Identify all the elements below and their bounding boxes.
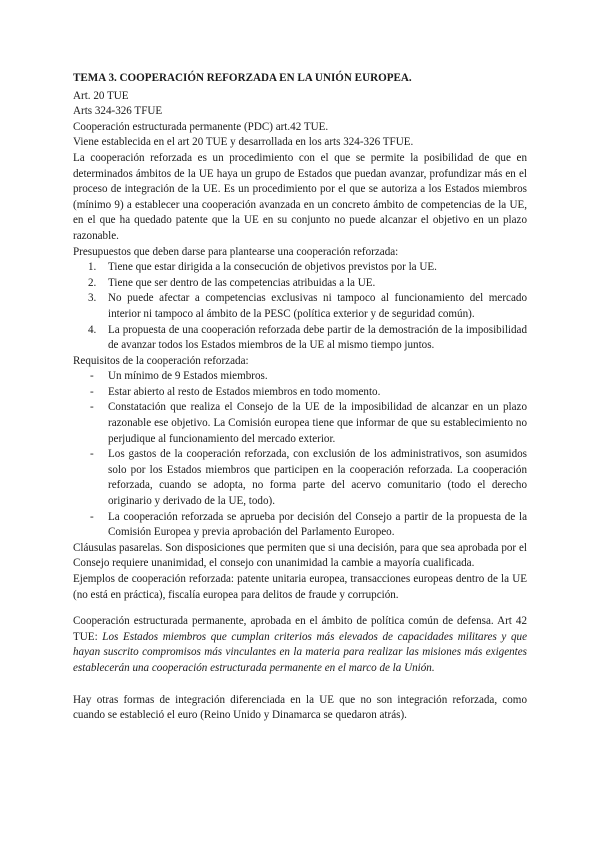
- definition-paragraph: La cooperación reforzada es un procedimiento con el que se permite la posibilidad de que en determinados ámbitos de la UE haya un grupo de Estados que puedan avanzar, profundizar más en el proceso de integración de la UE. Es un procedimiento por el que se autoriza a los Estados miembros (mínimo 9) a establecer una cooperación avanzada en un concreto ámbito de competencias de la UE, en el que ha quedado patente que la UE en su conjunto no puede alcanzar el objetivo en un plazo razonable.: [73, 151, 527, 242]
- requisitos-list: [73, 369, 527, 541]
- list-item: [73, 400, 527, 447]
- list-dash: -: [90, 385, 94, 398]
- list-dash: -: [90, 370, 94, 383]
- list-item-text: No puede afectar a competencias exclusivas ni tampoco al funcionamiento del mercado interior ni tampoco al ámbito de la PESC (política exterior y de seguridad común).: [108, 292, 527, 320]
- list-number: 2.: [88, 276, 97, 289]
- list-item-text: Constatación que realiza el Consejo de la UE de la imposibilidad de alcanzar en un plazo razonable ese objetivo. La Comisión europea tiene que informar de que su establecimiento no perjudique al funcionamiento del mercado exterior.: [108, 401, 527, 445]
- ejemplos-paragraph: Ejemplos de cooperación reforzada: patente unitaria europea, transacciones europeas dentro de la UE (no está en práctica), fiscalía europea para delitos de fraude y corrupción.: [73, 573, 527, 601]
- list-number: 3.: [88, 292, 97, 305]
- paragraph-spacer: [73, 603, 527, 614]
- list-item-text: Los gastos de la cooperación reforzada, con exclusión de los administrativos, son asumidos solo por los Estados miembros que participen en la cooperación reforzada. La cooperación reforzada, cuando se adopta, no forma parte del acervo comunitario (todo el derecho originario y derivado de la UE, todo).: [108, 448, 527, 508]
- clausulas-paragraph: Cláusulas pasarelas. Son disposiciones que permiten que si una decisión, para que sea aprobada por el Consejo requiere unanimidad, el consejo con unanimidad la cambie a mayoría cualificada.: [73, 541, 527, 570]
- otras-formas-paragraph: Hay otras formas de integración diferenciada en la UE que no son integración reforzada, como cuando se estableció el euro (Reino Unido y Dinamarca se quedaron atrás).: [73, 693, 527, 722]
- reference-art-20: Art. 20 TUE: [73, 89, 129, 102]
- intro-paragraph: Viene establecida en el art 20 TUE y desarrollada en los arts 324-326 TFUE.: [73, 136, 414, 149]
- requisitos-heading: Requisitos de la cooperación reforzada:: [73, 354, 249, 367]
- document-title: TEMA 3. COOPERACIÓN REFORZADA EN LA UNIÓN EUROPEA.: [73, 72, 412, 84]
- reference-cep: Cooperación estructurada permanente (PDC) art.42 TUE.: [73, 120, 329, 133]
- list-dash: -: [90, 510, 94, 523]
- paragraph-spacer: [73, 677, 527, 693]
- list-item-text: Tiene que ser dentro de las competencias atribuidas a la UE.: [108, 276, 376, 289]
- list-item: [73, 323, 527, 354]
- list-number: 4.: [88, 323, 97, 336]
- cep-intro: Cooperación estructurada permanente, aprobada en el ámbito de política común de defensa. Art 42 TUE:: [73, 615, 527, 643]
- list-item: [73, 447, 527, 509]
- cep-paragraph: [73, 614, 527, 676]
- presupuestos-list: [73, 260, 527, 354]
- list-item-text: Un mínimo de 9 Estados miembros.: [108, 370, 268, 383]
- list-item: [73, 369, 527, 385]
- list-item: [73, 291, 527, 322]
- list-item: [73, 276, 527, 292]
- list-number: 1.: [88, 261, 97, 274]
- list-item: [73, 510, 527, 541]
- list-item-text: Tiene que estar dirigida a la consecución de objetivos previstos por la UE.: [108, 261, 437, 274]
- list-item: [73, 385, 527, 401]
- presupuestos-heading: Presupuestos que deben darse para plantearse una cooperación reforzada:: [73, 245, 399, 258]
- list-dash: -: [90, 401, 94, 414]
- list-item-text: La cooperación reforzada se aprueba por decisión del Consejo a partir de la propuesta de la Comisión Europea y previa aprobación del Parlamento Europeo.: [108, 510, 527, 539]
- list-item: [73, 260, 527, 276]
- list-item-text: La propuesta de una cooperación reforzada debe partir de la demostración de la imposibilidad de avanzar todos los Estados miembros de la UE al mismo tiempo juntos.: [108, 323, 527, 352]
- list-dash: -: [90, 448, 94, 461]
- list-item-text: Estar abierto al resto de Estados miembros en todo momento.: [108, 385, 381, 398]
- cep-quote: Los Estados miembros que cumplan criterios más elevados de capacidades militares y que hayan suscrito compromisos más vinculantes en la materia para realizar las misiones más exigentes establecerán una cooperación estructurada permanente en el marco de la Unión.: [73, 630, 527, 674]
- reference-arts-324-326: Arts 324-326 TFUE: [73, 105, 163, 118]
